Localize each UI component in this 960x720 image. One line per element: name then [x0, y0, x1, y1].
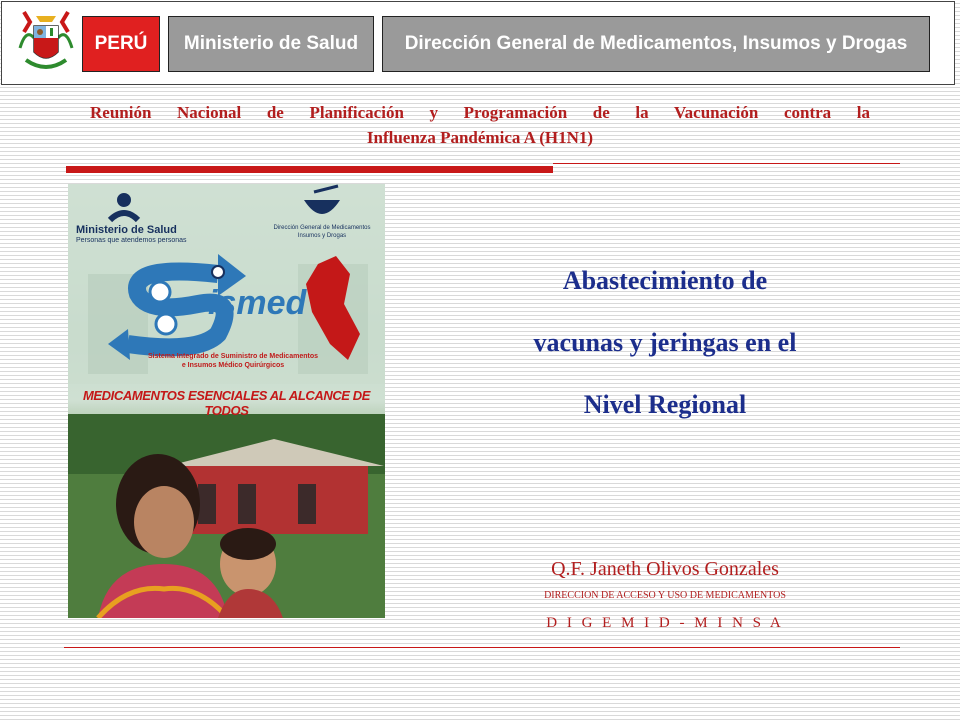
header-bar: [1, 1, 955, 85]
event-subtitle: [90, 100, 870, 150]
main-title-line1: Abastecimiento de: [562, 266, 768, 295]
author-name: Q.F. Janeth Olivos Gonzales: [551, 558, 779, 580]
top-divider: [553, 163, 900, 164]
directorate-label: Dirección General de Medicamentos, Insumos y Drogas: [382, 16, 930, 72]
poster-system-line2: e Insumos Médico Quirúrgicos: [181, 362, 285, 369]
sismed-poster-image: [68, 184, 385, 618]
poster-digemid-label: [272, 224, 372, 240]
ministry-label: Ministerio de Salud: [168, 16, 374, 72]
poster-system-label: [128, 352, 338, 370]
peru-label: PERÚ: [82, 16, 160, 72]
red-accent-bar: [66, 166, 553, 173]
main-title-line2: vacunas y jeringas en el: [533, 328, 797, 357]
author-department: DIRECCION DE ACCESO Y USO DE MEDICAMENTOS: [544, 590, 786, 601]
event-subtitle-line2: Influenza Pandémica A (H1N1): [366, 128, 594, 147]
bottom-divider: [64, 647, 900, 648]
main-title: [470, 250, 860, 436]
poster-digemid-line2: Insumos y Drogas: [297, 233, 347, 239]
poster-slogan: MEDICAMENTOS ESENCIALES AL ALCANCE DE TODOS: [82, 388, 371, 418]
ministry-logo-icon: [117, 193, 131, 207]
poster-digemid-line1: Dirección General de Medicamentos: [273, 225, 371, 231]
peru-coat-of-arms-icon: [16, 8, 76, 76]
poster-brand-label: ismed: [208, 284, 307, 322]
poster-ministry-tagline: Personas que atendemos personas: [76, 237, 187, 244]
poster-system-line1: Sistema Integrado de Suministro de Medicamentos: [148, 353, 318, 360]
author-organization: D I G E M I D - M I N S A: [546, 615, 784, 631]
poster-ministry-label: Ministerio de Salud: [76, 224, 177, 236]
main-title-line3: Nivel Regional: [583, 390, 747, 419]
event-subtitle-line1: Reunión Nacional de Planificación y Programación de la Vacunación contra la: [90, 103, 870, 122]
